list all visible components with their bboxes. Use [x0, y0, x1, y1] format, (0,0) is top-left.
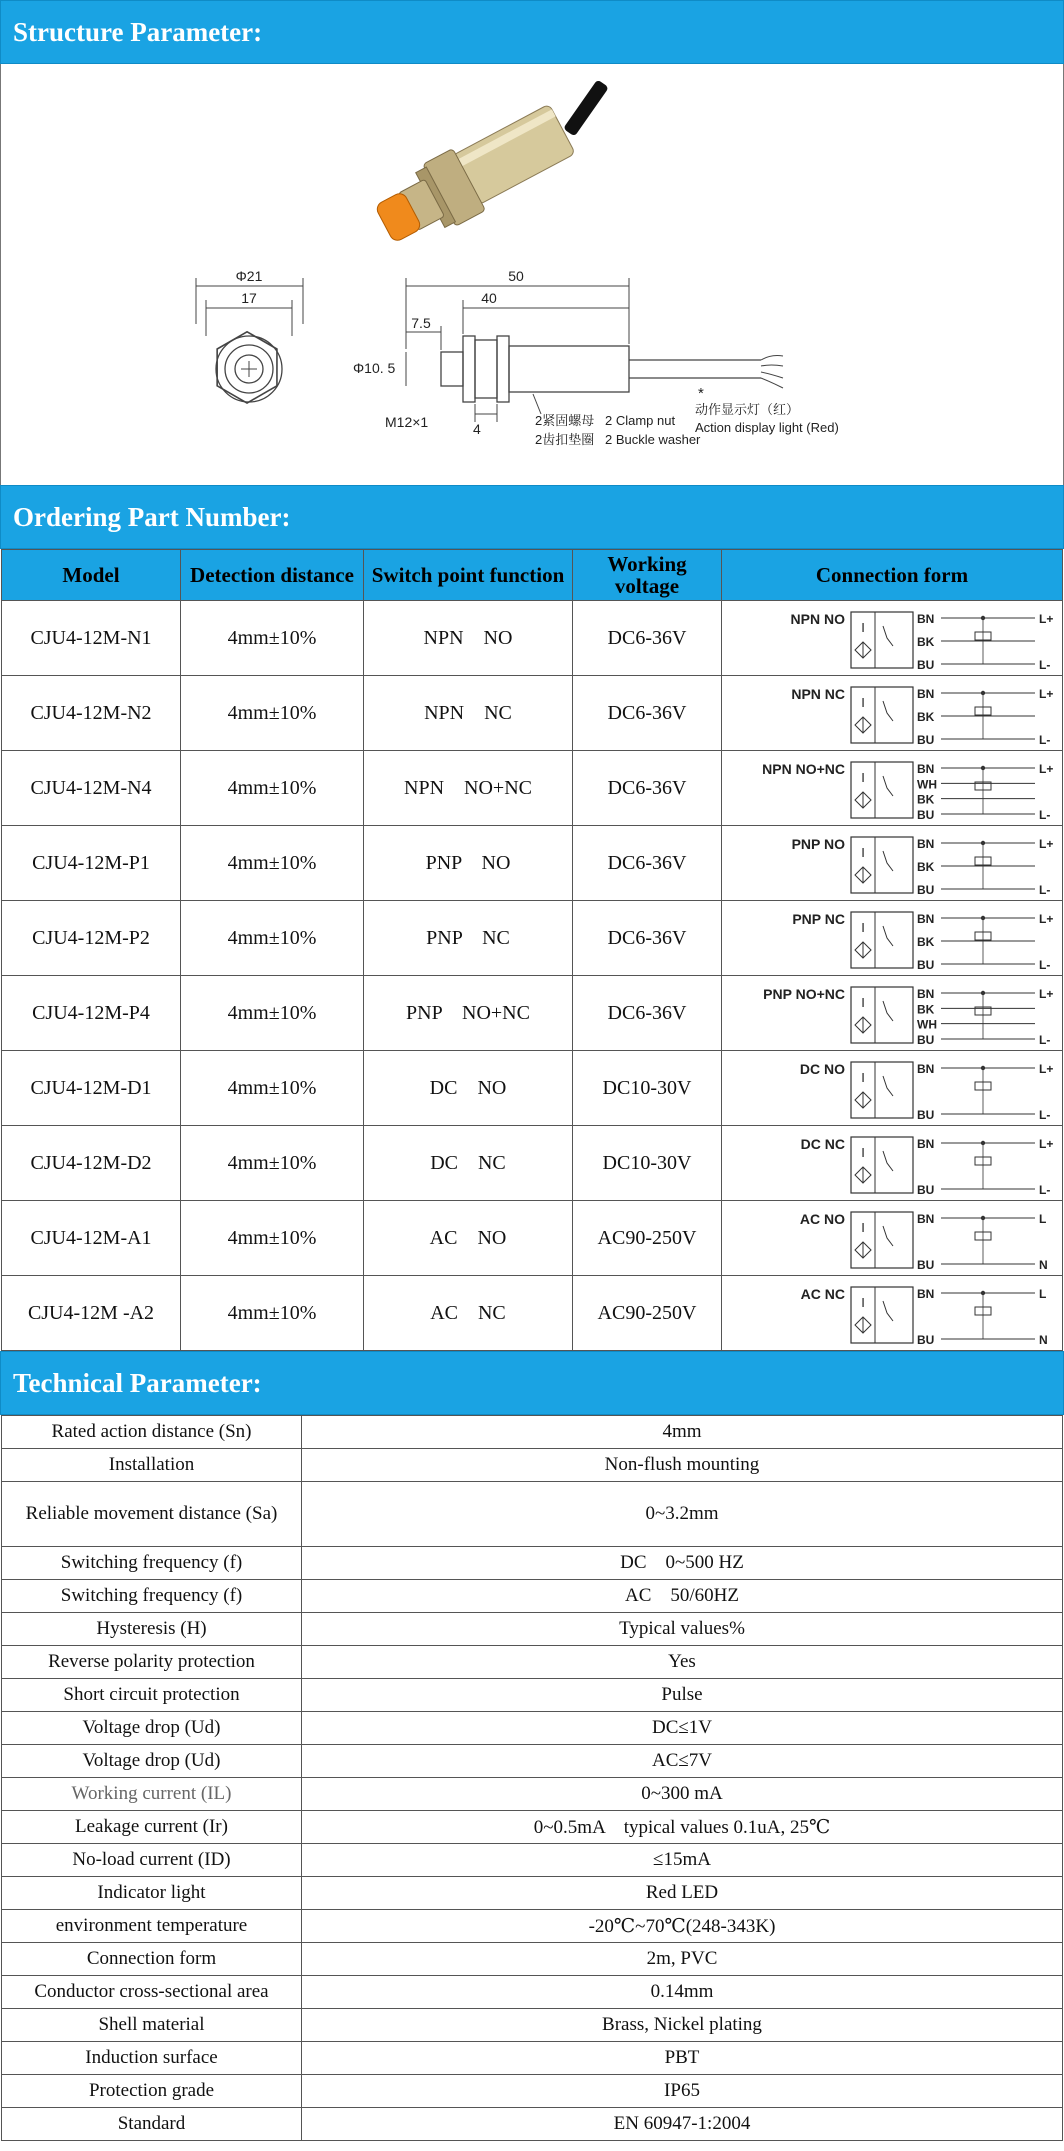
- side-view: [406, 278, 783, 474]
- connection-label: AC NC: [800, 1286, 845, 1302]
- distance-cell: 4mm±10%: [181, 1051, 364, 1126]
- wire-label: BN: [917, 987, 935, 1001]
- structure-drawing: [0, 64, 1064, 485]
- technical-row: [2, 1613, 1063, 1646]
- junction-dot: [981, 991, 985, 995]
- model-cell: CJU4-12M-P1: [2, 826, 181, 901]
- technical-row: [2, 2042, 1063, 2075]
- dim-m12-label: M12×1: [385, 414, 429, 430]
- distance-cell: 4mm±10%: [181, 826, 364, 901]
- sensor-symbol: I: [861, 845, 865, 860]
- wiring-diagram: [727, 1127, 1057, 1199]
- dim-17-label: 17: [241, 290, 257, 306]
- parameter-value: 0.14mm: [302, 1976, 1063, 2009]
- connection-diagram-cell: [722, 601, 1063, 676]
- parameter-label: Switching frequency (f): [2, 1580, 302, 1613]
- dim-7-5-label: 7.5: [411, 315, 431, 331]
- dim-21-label: Φ21: [235, 268, 263, 284]
- connection-label: NPN NC: [791, 686, 845, 702]
- terminal-negative: L-: [1039, 1108, 1051, 1122]
- parameter-value: 0~0.5mA typical values 0.1uA, 25℃: [302, 1811, 1063, 1844]
- voltage-cell: DC10-30V: [573, 1051, 722, 1126]
- distance-cell: 4mm±10%: [181, 1201, 364, 1276]
- connection-diagram-cell: [722, 976, 1063, 1051]
- parameter-label: Reliable movement distance (Sa): [2, 1482, 302, 1547]
- model-cell: CJU4-12M-N1: [2, 601, 181, 676]
- sensor-symbol: I: [861, 920, 865, 935]
- model-cell: CJU4-12M-P2: [2, 901, 181, 976]
- sensor-photo: [368, 79, 609, 255]
- connection-diagram-cell: [722, 1126, 1063, 1201]
- terminal-negative: L-: [1039, 658, 1051, 672]
- parameter-label: Voltage drop (Ud): [2, 1712, 302, 1745]
- switch-contact-icon: [883, 1076, 893, 1096]
- col-working-voltage: Working voltage: [573, 550, 722, 601]
- parameter-value: EN 60947-1:2004: [302, 2108, 1063, 2141]
- action-light-marker: *: [698, 385, 704, 402]
- sensor-dimension-drawing: [1, 64, 1063, 485]
- technical-row: [2, 1811, 1063, 1844]
- junction-dot: [981, 841, 985, 845]
- wire-label: BN: [917, 1062, 935, 1076]
- wire-label: BU: [917, 1183, 935, 1197]
- col-model: Model: [2, 550, 181, 601]
- parameter-label: No-load current (ID): [2, 1844, 302, 1877]
- terminal-negative: N: [1039, 1258, 1048, 1272]
- connection-label: PNP NC: [792, 911, 845, 927]
- parameter-value: 0~3.2mm: [302, 1482, 1063, 1547]
- buckle-washer-cn: 2齿扣垫圈: [535, 432, 595, 447]
- wiring-diagram: [727, 1052, 1057, 1124]
- action-light-en: Action display light (Red): [695, 420, 839, 435]
- col-detection-distance: Detection distance: [181, 550, 364, 601]
- terminal-negative: L-: [1039, 958, 1051, 972]
- parameter-label: Rated action distance (Sn): [2, 1416, 302, 1449]
- function-cell: PNP NC: [364, 901, 573, 976]
- terminal-negative: L-: [1039, 1033, 1051, 1047]
- switch-contact-icon: [883, 626, 893, 646]
- switch-contact-icon: [883, 701, 893, 721]
- connection-label: NPN NO: [790, 611, 845, 627]
- voltage-cell: AC90-250V: [573, 1276, 722, 1351]
- ordering-section-title: Ordering Part Number:: [0, 485, 1064, 549]
- wire-label: BU: [917, 883, 935, 897]
- model-cell: CJU4-12M-P4: [2, 976, 181, 1051]
- model-cell: CJU4-12M-N4: [2, 751, 181, 826]
- switch-contact-icon: [883, 776, 893, 796]
- technical-row: [2, 1679, 1063, 1712]
- technical-row: [2, 2075, 1063, 2108]
- wiring-diagram: [727, 827, 1057, 899]
- ordering-row: [2, 1276, 1063, 1351]
- wire-label: BN: [917, 837, 935, 851]
- parameter-value: Non-flush mounting: [302, 1449, 1063, 1482]
- clamp-nut-cn: 2紧固螺母: [535, 413, 595, 428]
- parameter-label: Conductor cross-sectional area: [2, 1976, 302, 2009]
- parameter-label: Working current (IL): [2, 1778, 302, 1811]
- connection-label: DC NC: [800, 1136, 845, 1152]
- wire-label: WH: [917, 1017, 937, 1032]
- terminal-negative: N: [1039, 1333, 1048, 1347]
- connection-diagram-cell: [722, 901, 1063, 976]
- technical-row: [2, 1745, 1063, 1778]
- parameter-value: AC 50/60HZ: [302, 1580, 1063, 1613]
- connection-diagram-cell: [722, 676, 1063, 751]
- wiring-diagram: [727, 1277, 1057, 1349]
- parameter-value: 0~300 mA: [302, 1778, 1063, 1811]
- parameter-value: -20℃~70℃(248-343K): [302, 1910, 1063, 1943]
- connection-diagram-cell: [722, 751, 1063, 826]
- sensor-symbol: I: [861, 695, 865, 710]
- sensor-symbol: I: [861, 770, 865, 785]
- sensor-symbol: I: [861, 620, 865, 635]
- terminal-positive: L+: [1039, 1137, 1054, 1151]
- switch-contact-icon: [883, 1151, 893, 1171]
- ordering-header-row: [2, 550, 1063, 601]
- technical-row: [2, 1416, 1063, 1449]
- model-cell: CJU4-12M-A1: [2, 1201, 181, 1276]
- distance-cell: 4mm±10%: [181, 1276, 364, 1351]
- junction-dot: [981, 1291, 985, 1295]
- connection-label: NPN NO+NC: [762, 761, 845, 777]
- function-cell: NPN NO+NC: [364, 751, 573, 826]
- connection-label: PNP NO: [791, 836, 845, 852]
- parameter-value: DC 0~500 HZ: [302, 1547, 1063, 1580]
- parameter-value: AC≤7V: [302, 1745, 1063, 1778]
- voltage-cell: DC6-36V: [573, 901, 722, 976]
- ordering-table: [1, 549, 1063, 1351]
- technical-row: [2, 1482, 1063, 1547]
- terminal-positive: L+: [1039, 987, 1054, 1001]
- connection-label: DC NO: [799, 1061, 845, 1077]
- parameter-label: Shell material: [2, 2009, 302, 2042]
- parameter-value: DC≤1V: [302, 1712, 1063, 1745]
- voltage-cell: DC10-30V: [573, 1126, 722, 1201]
- parameter-label: Indicator light: [2, 1877, 302, 1910]
- technical-row: [2, 1449, 1063, 1482]
- terminal-negative: L-: [1039, 808, 1051, 822]
- technical-row: [2, 1976, 1063, 2009]
- wire-label: BU: [917, 1108, 935, 1122]
- technical-row: [2, 1646, 1063, 1679]
- parameter-label: environment temperature: [2, 1910, 302, 1943]
- wire-label: BK: [917, 935, 935, 949]
- wire-label: BN: [917, 1287, 935, 1301]
- distance-cell: 4mm±10%: [181, 751, 364, 826]
- wire-label: BU: [917, 1333, 935, 1347]
- parameter-label: Hysteresis (H): [2, 1613, 302, 1646]
- connection-diagram-cell: [722, 826, 1063, 901]
- ordering-row: [2, 751, 1063, 826]
- technical-row: [2, 1778, 1063, 1811]
- technical-row: [2, 2108, 1063, 2141]
- terminal-positive: L+: [1039, 912, 1054, 926]
- switch-contact-icon: [883, 1301, 893, 1321]
- voltage-cell: DC6-36V: [573, 601, 722, 676]
- technical-row: [2, 1844, 1063, 1877]
- dim-4-label: 4: [473, 421, 481, 437]
- wire-label: BN: [917, 687, 935, 701]
- sensor-symbol: I: [861, 1070, 865, 1085]
- wire-label: BU: [917, 733, 935, 747]
- parameter-value: Typical values%: [302, 1613, 1063, 1646]
- dim-10-5-label: Φ10. 5: [353, 360, 396, 376]
- function-cell: NPN NO: [364, 601, 573, 676]
- dim-50-label: 50: [508, 268, 524, 284]
- voltage-cell: DC6-36V: [573, 751, 722, 826]
- parameter-value: Brass, Nickel plating: [302, 2009, 1063, 2042]
- wire-label: BK: [917, 860, 935, 874]
- switch-contact-icon: [883, 1001, 893, 1021]
- junction-dot: [981, 691, 985, 695]
- model-cell: CJU4-12M-D2: [2, 1126, 181, 1201]
- parameter-label: Protection grade: [2, 2075, 302, 2108]
- wire-label: BK: [917, 635, 935, 649]
- wiring-diagram: [727, 677, 1057, 749]
- parameter-label: Voltage drop (Ud): [2, 1745, 302, 1778]
- connection-diagram-cell: [722, 1201, 1063, 1276]
- wire-label: BN: [917, 612, 935, 626]
- structure-section-title: Structure Parameter:: [0, 0, 1064, 64]
- wire-label: BU: [917, 1033, 935, 1047]
- parameter-label: Reverse polarity protection: [2, 1646, 302, 1679]
- parameter-label: Standard: [2, 2108, 302, 2141]
- distance-cell: 4mm±10%: [181, 901, 364, 976]
- technical-row: [2, 1547, 1063, 1580]
- col-connection-form: Connection form: [722, 550, 1063, 601]
- buckle-washer-en: 2 Buckle washer: [605, 432, 701, 447]
- junction-dot: [981, 1141, 985, 1145]
- distance-cell: 4mm±10%: [181, 976, 364, 1051]
- parameter-label: Leakage current (Ir): [2, 1811, 302, 1844]
- parameter-label: Installation: [2, 1449, 302, 1482]
- connection-label: AC NO: [799, 1211, 845, 1227]
- wire-label: BK: [917, 710, 935, 724]
- terminal-positive: L+: [1039, 1062, 1054, 1076]
- wire-label: BU: [917, 658, 935, 672]
- parameter-label: Switching frequency (f): [2, 1547, 302, 1580]
- technical-row: [2, 2009, 1063, 2042]
- wire-label: BN: [917, 1137, 935, 1151]
- connection-label: PNP NO+NC: [763, 986, 845, 1002]
- parameter-value: 2m, PVC: [302, 1943, 1063, 1976]
- terminal-positive: L+: [1039, 837, 1054, 851]
- ordering-row: [2, 601, 1063, 676]
- wiring-diagram: [727, 602, 1057, 674]
- action-light-cn: 动作显示灯（红）: [695, 402, 800, 417]
- function-cell: PNP NO: [364, 826, 573, 901]
- ordering-row: [2, 676, 1063, 751]
- junction-dot: [981, 766, 985, 770]
- distance-cell: 4mm±10%: [181, 601, 364, 676]
- wire-label: BN: [917, 912, 935, 926]
- model-cell: CJU4-12M-N2: [2, 676, 181, 751]
- wiring-diagram: [727, 977, 1057, 1049]
- technical-table: [1, 1415, 1063, 2141]
- model-cell: CJU4-12M -A2: [2, 1276, 181, 1351]
- terminal-positive: L+: [1039, 612, 1054, 626]
- terminal-negative: L-: [1039, 883, 1051, 897]
- terminal-negative: L-: [1039, 1183, 1051, 1197]
- function-cell: AC NC: [364, 1276, 573, 1351]
- ordering-row: [2, 826, 1063, 901]
- voltage-cell: AC90-250V: [573, 1201, 722, 1276]
- function-cell: PNP NO+NC: [364, 976, 573, 1051]
- function-cell: AC NO: [364, 1201, 573, 1276]
- junction-dot: [981, 1066, 985, 1070]
- parameter-value: ≤15mA: [302, 1844, 1063, 1877]
- terminal-positive: L+: [1039, 762, 1054, 776]
- switch-contact-icon: [883, 926, 893, 946]
- sensor-symbol: I: [861, 1145, 865, 1160]
- wiring-diagram: [727, 902, 1057, 974]
- wire-label: BK: [917, 1002, 935, 1017]
- ordering-row: [2, 976, 1063, 1051]
- wiring-diagram: [727, 752, 1057, 824]
- parameter-value: Red LED: [302, 1877, 1063, 1910]
- wire-label: BU: [917, 808, 935, 822]
- sensor-symbol: I: [861, 995, 865, 1010]
- ordering-row: [2, 1126, 1063, 1201]
- wire-label: BU: [917, 958, 935, 972]
- parameter-label: Connection form: [2, 1943, 302, 1976]
- voltage-cell: DC6-36V: [573, 676, 722, 751]
- technical-row: [2, 1580, 1063, 1613]
- terminal-positive: L: [1039, 1287, 1047, 1301]
- wire-label: BN: [917, 1212, 935, 1226]
- wire-label: BK: [917, 792, 935, 807]
- wire-label: BU: [917, 1258, 935, 1272]
- clamp-nut-en: 2 Clamp nut: [605, 413, 676, 428]
- parameter-value: 4mm: [302, 1416, 1063, 1449]
- function-cell: NPN NC: [364, 676, 573, 751]
- wiring-diagram: [727, 1202, 1057, 1274]
- terminal-positive: L: [1039, 1212, 1047, 1226]
- switch-contact-icon: [883, 1226, 893, 1246]
- function-cell: DC NO: [364, 1051, 573, 1126]
- voltage-cell: DC6-36V: [573, 826, 722, 901]
- connection-diagram-cell: [722, 1276, 1063, 1351]
- parameter-value: Yes: [302, 1646, 1063, 1679]
- parameter-value: IP65: [302, 2075, 1063, 2108]
- function-cell: DC NC: [364, 1126, 573, 1201]
- junction-dot: [981, 616, 985, 620]
- parameter-value: Pulse: [302, 1679, 1063, 1712]
- parameter-value: PBT: [302, 2042, 1063, 2075]
- sensor-symbol: I: [861, 1220, 865, 1235]
- dim-40-label: 40: [481, 290, 497, 306]
- voltage-cell: DC6-36V: [573, 976, 722, 1051]
- parameter-label: Induction surface: [2, 2042, 302, 2075]
- col-switch-function: Switch point function: [364, 550, 573, 601]
- distance-cell: 4mm±10%: [181, 1126, 364, 1201]
- sensor-symbol: I: [861, 1295, 865, 1310]
- wire-label: WH: [917, 777, 937, 792]
- terminal-positive: L+: [1039, 687, 1054, 701]
- ordering-row: [2, 1051, 1063, 1126]
- ordering-row: [2, 1201, 1063, 1276]
- junction-dot: [981, 1216, 985, 1220]
- technical-row: [2, 1943, 1063, 1976]
- technical-row: [2, 1877, 1063, 1910]
- junction-dot: [981, 916, 985, 920]
- technical-row: [2, 1910, 1063, 1943]
- parameter-label: Short circuit protection: [2, 1679, 302, 1712]
- technical-row: [2, 1712, 1063, 1745]
- switch-contact-icon: [883, 851, 893, 871]
- wire-label: BN: [917, 762, 935, 776]
- distance-cell: 4mm±10%: [181, 676, 364, 751]
- model-cell: CJU4-12M-D1: [2, 1051, 181, 1126]
- ordering-row: [2, 901, 1063, 976]
- terminal-negative: L-: [1039, 733, 1051, 747]
- technical-section-title: Technical Parameter:: [0, 1351, 1064, 1415]
- connection-diagram-cell: [722, 1051, 1063, 1126]
